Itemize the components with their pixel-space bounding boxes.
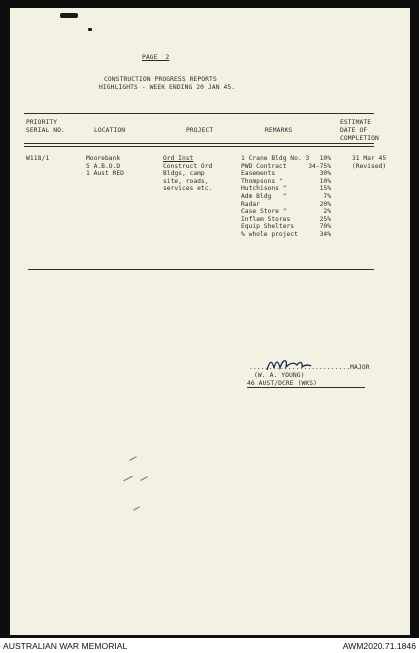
remark-row [241,201,331,209]
remark-value: 2% [323,208,331,216]
header-estimate: ESTIMATE [340,119,372,126]
project-line: site, roads, [163,177,209,185]
location-line: 1 Aust RED [86,170,124,178]
row-location [86,155,124,178]
row-project [163,155,212,193]
remark-value: 25% [319,215,331,223]
header-location: LOCATION [94,127,126,134]
signatory-unit: 46 AUST/DCRE (WKS) [247,380,318,387]
remark-row [241,193,331,201]
location-line: 5 A.B.O.D [86,162,121,170]
remark-label: % whole project [241,230,298,238]
remark-label: Equip Shelters [241,223,295,231]
header-remarks: REMARKS [265,127,293,134]
page-number: PAGE 2 [142,54,170,61]
remark-value: 70% [319,223,331,231]
footer-accession-number: AWM2020.71.1846 [342,641,416,651]
header-serial-no: SERIAL NO. [26,127,65,134]
remark-value: 34% [319,230,331,238]
signature-underline [247,387,365,388]
remark-row [241,178,331,186]
header-top-rule [24,113,374,114]
remark-label: Hutchisons " [241,185,287,193]
punch-mark-right [88,28,92,31]
header-project: PROJECT [186,127,214,134]
remark-label: Radar [241,200,260,208]
header-date-of: DATE OF [340,127,368,134]
remark-row [241,231,331,239]
header-bottom-rule-double [24,146,374,147]
row-serial: W118/1 [26,155,50,162]
header-bottom-rule [24,143,374,144]
project-line: Construct Ord [163,162,213,170]
remark-label: Inflam Stores [241,215,291,223]
remark-label: Case Store " [241,208,287,216]
remark-value: 10% [319,177,331,185]
remark-value: 20% [319,200,331,208]
document-page [10,8,410,635]
remark-label: 1 Crane Bldg No. 3 [241,155,310,162]
estimate-date: 31 Mar 45 [352,155,387,162]
project-line: services etc. [163,185,213,193]
location-line: Moorebank [86,155,121,162]
row-estimate [352,155,386,170]
remark-label: Easements [241,170,276,178]
remark-row [241,170,331,178]
remark-label: Thompsons " [241,177,283,185]
report-title: CONSTRUCTION PROGRESS REPORTS [104,76,217,83]
signature-dots-major: ..........................MAJOR [249,364,370,371]
remark-row [241,216,331,224]
remark-value: 30% [319,170,331,178]
table-bottom-rule [28,269,374,270]
remark-value: 15% [319,185,331,193]
remark-row [241,208,331,216]
remark-row [241,163,331,171]
report-subtitle: HIGHLIGHTS - WEEK ENDING 20 JAN 45. [99,84,236,91]
remark-row [241,155,331,163]
header-completion: COMPLETION [340,135,379,142]
signatory-name: (W. A. YOUNG) [254,372,305,379]
remark-value: 10% [319,155,331,162]
remark-label: Adm Bldg " [241,192,287,200]
remark-row [241,223,331,231]
remark-value: 7% [323,192,331,200]
footer-institution: AUSTRALIAN WAR MEMORIAL [3,641,128,651]
estimate-revised: (Revised) [352,162,387,170]
header-priority: PRIORITY [26,119,58,126]
punch-mark-left [60,13,78,18]
remark-row [241,185,331,193]
project-line: Bldgs, camp [163,170,205,178]
row-remarks [241,155,331,239]
project-title: Ord Inst [163,155,194,162]
remark-label: PWD Contract [241,162,287,170]
remark-value: 34-75% [308,162,331,170]
